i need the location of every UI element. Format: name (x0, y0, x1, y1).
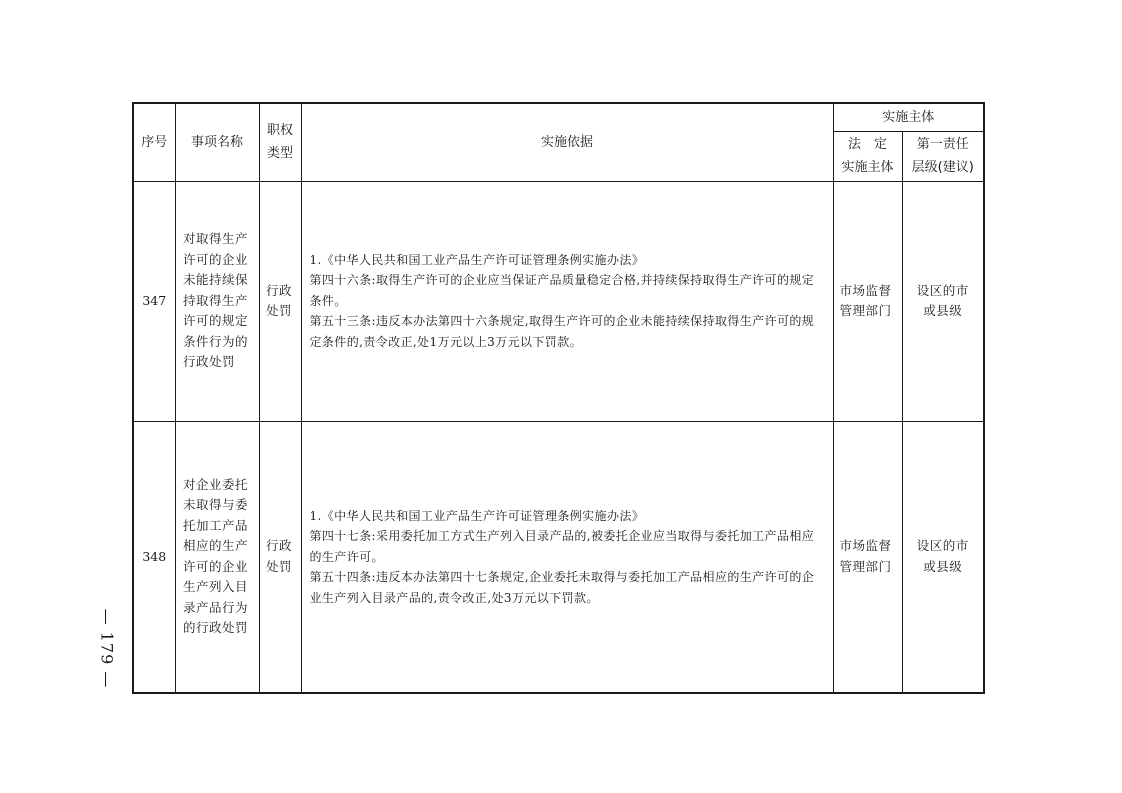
row-implementation-basis (301, 181, 833, 421)
row-legal-subject-cell (833, 181, 902, 421)
row-item-name: 对企业委托未取得与委托加工产品相应的生产许可的企业生产列入目录产品行为的行政处罚 (183, 476, 249, 636)
row-power-type: 行政处罚 (266, 538, 293, 574)
table-row (133, 421, 984, 693)
header-item-name: 事项名称 (175, 103, 259, 181)
header-responsibility-level-line1: 第一责任 (916, 137, 969, 152)
basis-article: 第四十六条:取得生产许可的企业应当保证产品质量稳定合格,并持续保持取得生产许可的规定条件。 (309, 273, 815, 308)
row-responsibility-level: 设区的市或县级 (916, 538, 969, 574)
header-power-type (259, 103, 301, 181)
row-legal-subject: 市场监督管理部门 (839, 282, 892, 318)
enforcement-items-table (132, 102, 985, 694)
row-serial-number: 347 (133, 181, 175, 421)
row-responsibility-level-cell (902, 181, 984, 421)
basis-article: 第五十四条:违反本办法第四十七条规定,企业委托未取得与委托加工产品相应的生产许可的企业生产列入目录产品的,责令改正,处3万元以下罚款。 (309, 570, 815, 605)
header-power-type-line1: 职权 (266, 123, 293, 139)
basis-law-title: 1.《中华人民共和国工业产品生产许可证管理条例实施办法》 (309, 508, 645, 523)
basis-law-title: 1.《中华人民共和国工业产品生产许可证管理条例实施办法》 (309, 252, 645, 267)
row-item-name-cell (175, 181, 259, 421)
header-serial-number: 序号 (133, 103, 175, 181)
header-implementation-basis: 实施依据 (301, 103, 833, 181)
row-responsibility-level: 设区的市或县级 (916, 282, 969, 318)
row-power-type-cell (259, 181, 301, 421)
row-serial-number: 348 (133, 421, 175, 693)
row-item-name: 对取得生产许可的企业未能持续保持取得生产许可的规定条件行为的行政处罚 (183, 231, 249, 370)
row-legal-subject-cell (833, 421, 902, 693)
header-legal-subject-line1: 法 定 (847, 137, 887, 152)
basis-article: 第五十三条:违反本办法第四十六条规定,取得生产许可的企业未能持续保持取得生产许可的规定条件的,责令改正,处1万元以上3万元以下罚款。 (309, 314, 815, 349)
header-legal-subject-line2: 实施主体 (841, 160, 894, 175)
table-row (133, 181, 984, 421)
row-power-type-cell (259, 421, 301, 693)
row-item-name-cell (175, 421, 259, 693)
row-responsibility-level-cell (902, 421, 984, 693)
header-responsibility-level (902, 131, 984, 181)
page-number (83, 608, 131, 688)
header-power-type-line2: 类型 (266, 146, 293, 162)
header-implementing-subject: 实施主体 (833, 103, 984, 131)
header-responsibility-level-line2: 层级(建议) (911, 160, 974, 175)
page-number-text: — 179 — (97, 608, 117, 688)
header-legal-subject (833, 131, 902, 181)
row-legal-subject: 市场监督管理部门 (839, 538, 892, 574)
basis-article: 第四十七条:采用委托加工方式生产列入目录产品的,被委托企业应当取得与委托加工产品相应的生产许可。 (309, 529, 815, 564)
row-implementation-basis (301, 421, 833, 693)
row-power-type: 行政处罚 (266, 282, 293, 318)
